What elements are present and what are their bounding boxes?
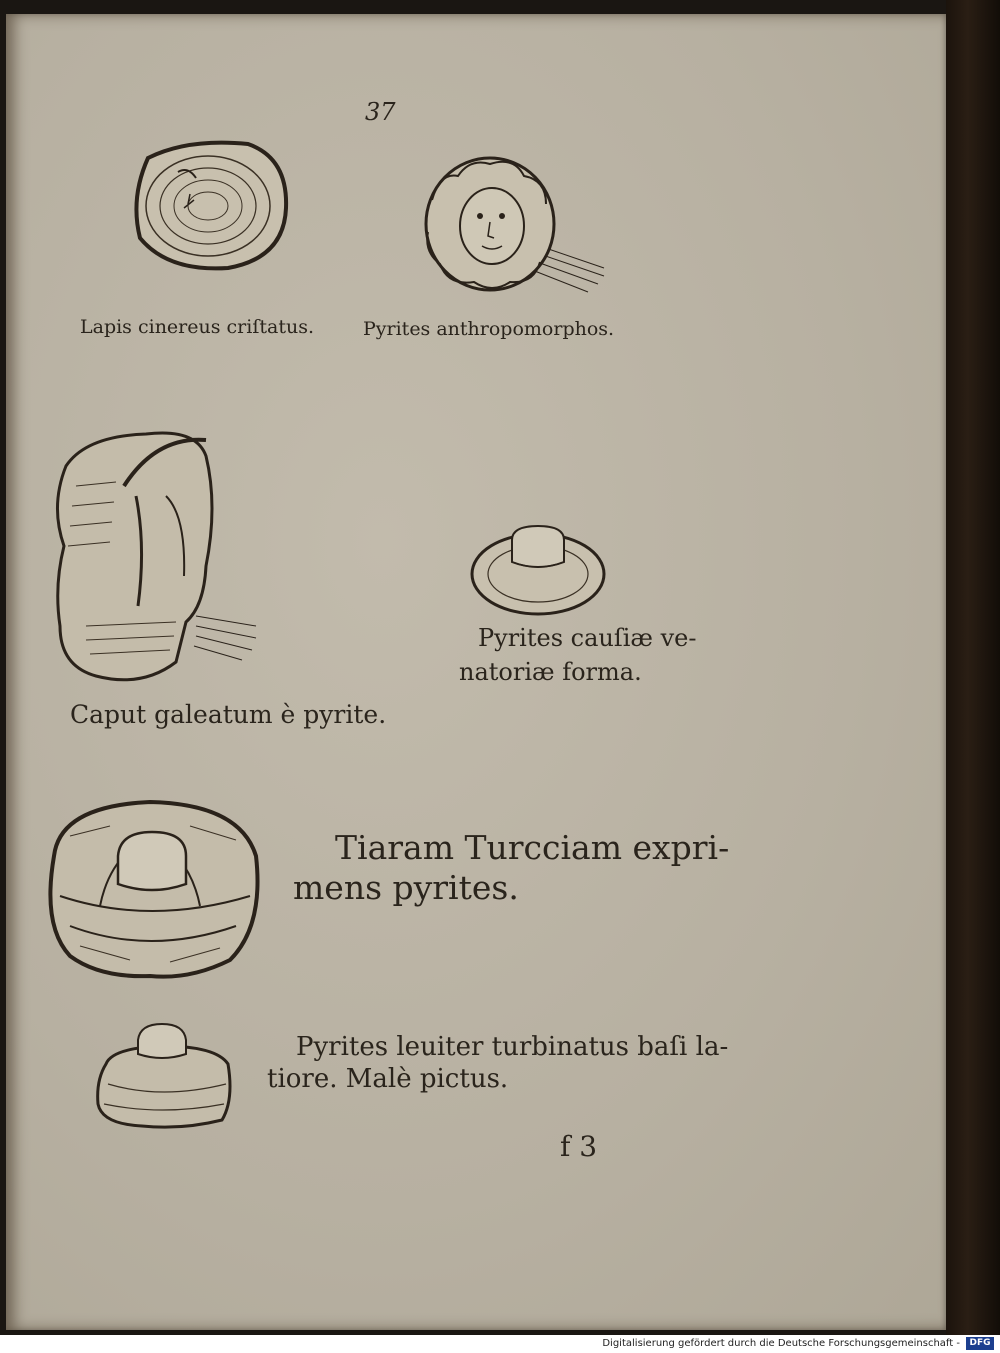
caption-causiae-line2: natoriæ forma.	[459, 658, 642, 686]
caption-leuiter-line1: Pyrites leuiter turbinatus baſi la-	[296, 1032, 729, 1062]
book-spine	[946, 0, 1000, 1335]
caput-galeatum-woodcut	[46, 426, 258, 690]
caption-lapis-cinereus: Lapis cinereus criſtatus.	[80, 316, 314, 338]
footer-credit: Digitalisierung gefördert durch die Deutsche Forschungsgemeinschaft -	[602, 1338, 960, 1349]
caption-tiaram-line2: mens pyrites.	[293, 868, 519, 907]
pyrites-leuiter-woodcut	[92, 1020, 236, 1130]
caption-pyrites-anthropomorphos: Pyrites anthropomorphos.	[363, 318, 615, 340]
caption-causiae-line1: Pyrites cauſiæ ve-	[478, 624, 697, 652]
page-number: 37	[365, 98, 396, 126]
signature-mark: f 3	[560, 1130, 598, 1163]
pyrites-anthropomorphos-woodcut	[418, 152, 606, 302]
caption-leuiter-line2: tiore. Malè pictus.	[267, 1064, 509, 1094]
tiaram-turcciam-woodcut	[40, 796, 266, 982]
pyrites-causiae-woodcut	[468, 520, 608, 618]
dfg-logo: DFG	[966, 1337, 994, 1350]
caption-caput-galeatum: Caput galeatum è pyrite.	[70, 700, 387, 729]
caption-tiaram-line1: Tiaram Turcciam expri-	[335, 828, 730, 867]
lapis-cinereus-woodcut	[128, 138, 298, 274]
